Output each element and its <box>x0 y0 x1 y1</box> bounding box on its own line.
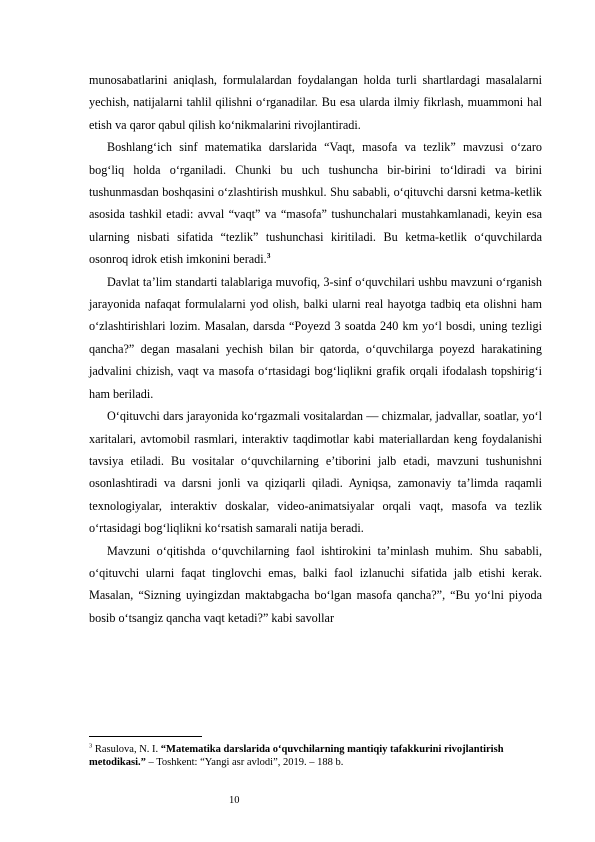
footnote-author: Rasulova, N. I. <box>94 744 159 755</box>
footnote-publication: – Toshkent: “Yangi asr avlodi”, 2019. – 188 b. <box>148 757 344 768</box>
page-number: 10 <box>229 795 240 806</box>
footnote-number: 3 <box>89 742 93 750</box>
footnote-title: “Matematika darslarida o‘quvchilarning mantiqiy tafakkurini rivojlantirish metodikasi.” <box>89 744 504 768</box>
paragraph-1: munosabatlarini aniqlash, formulalardan foydalangan holda turli shartlardagi masalalarni yechish, natijalarni tahlil qilishni o‘rganadilar. Bu esa ularda ilmiy fikrlash, muammoni hal etish va qaror qabul qilish ko‘nikmalarini rivojlantiradi. <box>89 73 542 132</box>
paragraph-2 <box>89 136 542 270</box>
paragraph-2-text: Boshlang‘ich sinf matematika darslarida “Vaqt, masofa va tezlik” mavzusi o‘zaro bog‘liq holda o‘rganiladi. Chunki bu uch tushuncha bir-birini to‘ldiradi va birini tushunmasdan boshqasini o‘zlashtirish mushkul. Shu sababli, o‘qituvchi darsni ketma-ketlik asosida tashkil etadi: avval “vaqt” va “masofa” tushunchalari mustahkamlanadi, keyin esa ularning nisbati sifatida “tezlik” tushunchasi kiritiladi. Bu ketma-ketlik o‘quvchilarda osonroq idrok etish imkonini beradi. <box>89 140 542 267</box>
footnote-reference: 3 <box>266 251 271 261</box>
body-text <box>89 69 542 629</box>
footnote-divider <box>89 736 202 737</box>
paragraph-5: Mavzuni o‘qitishda o‘quvchilarning faol ishtirokini ta’minlash muhim. Shu sababli, o‘qituvchi ularni faqat tinglovchi emas, balki faol izlanuchi sifatida jalb etishi kerak. Masalan, “Sizning uyingizdan maktabgacha bo‘lgan masofa qancha?”, “Bu yo‘lni piyoda bosib o‘tsangiz qancha vaqt ketadi?” kabi savollar <box>89 543 542 625</box>
footnote <box>89 743 542 769</box>
paragraph-4: O‘qituvchi dars jarayonida ko‘rgazmali vositalardan — chizmalar, jadvallar, soatlar, yo‘l xaritalari, avtomobil rasmlari, interaktiv taqdimotlar kabi materiallardan keng foydalanishi tavsiya etiladi. Bu vositalar o‘quvchilarning e’tiborini jalb etadi, mavzuni tushunishni osonlashtiradi va darsni jonli va qiziqarli qiladi. Ayniqsa, zamonaviy ta’limda raqamli texnologiyalar, interaktiv doskalar, video-animatsiyalar orqali vaqt, masofa va tezlik o‘rtasidagi bog‘liqlikni ko‘rsatish samarali natija beradi. <box>89 409 542 536</box>
paragraph-3: Davlat ta’lim standarti talablariga muvofiq, 3-sinf o‘quvchilari ushbu mavzuni o‘rganish jarayonida nafaqat formulalarni yod olish, balki ularni real hayotga tadbiq eta olishni ham o‘zlashtirishlari lozim. Masalan, darsda “Poyezd 3 soatda 240 km yo‘l bosdi, uning tezligi qancha?” degan masalani yechish bilan bir qatorda, o‘quvchilarga poyezd harakatining jadvalini chizish, vaqt va masofa o‘rtasidagi bog‘liqlikni grafik orqali ifodalash topshirig‘i ham beriladi. <box>89 274 542 401</box>
